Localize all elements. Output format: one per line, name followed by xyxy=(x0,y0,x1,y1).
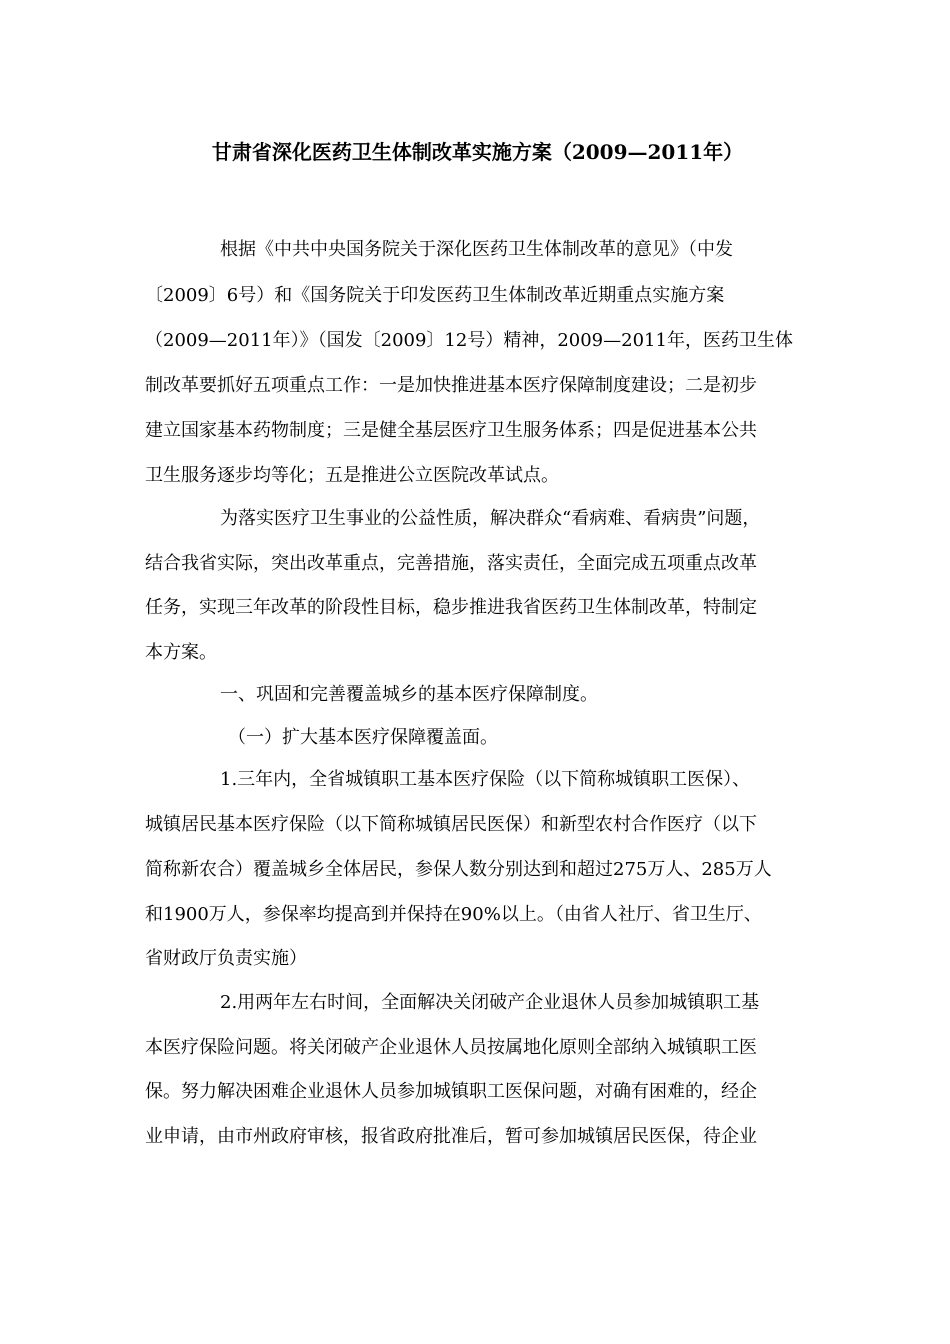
paragraph-2-line-3: 任务，实现三年改革的阶段性目标，稳步推进我省医药卫生体制改革，特制定 xyxy=(145,597,757,618)
item-2-line-3: 保。努力解决困难企业退休人员参加城镇职工医保问题，对确有困难的，经企 xyxy=(145,1081,757,1102)
item-2-line-1: 2.用两年左右时间，全面解决关闭破产企业退休人员参加城镇职工基 xyxy=(220,992,760,1013)
item-2-line-2: 本医疗保险问题。将关闭破产企业退休人员按属地化原则全部纳入城镇职工医 xyxy=(145,1037,757,1058)
item-1-line-5: 省财政厅负责实施） xyxy=(145,948,307,969)
item-1-line-4: 和1900万人，参保率均提高到并保持在90%以上。（由省人社厅、省卫生厅、 xyxy=(145,904,762,925)
item-1-line-2: 城镇居民基本医疗保险（以下简称城镇居民医保）和新型农村合作医疗（以下 xyxy=(145,814,757,835)
item-1-line-1: 1.三年内，全省城镇职工基本医疗保险（以下简称城镇职工医保）、 xyxy=(220,769,751,790)
section-heading-1: 一、巩固和完善覆盖城乡的基本医疗保障制度。 xyxy=(220,684,598,705)
paragraph-1-line-1: 根据《中共中央国务院关于深化医药卫生体制改革的意见》（中发 xyxy=(220,239,733,260)
item-2-line-4: 业申请，由市州政府审核，报省政府批准后，暂可参加城镇居民医保，待企业 xyxy=(145,1126,757,1147)
paragraph-2-line-1: 为落实医疗卫生事业的公益性质，解决群众“看病难、看病贵”问题， xyxy=(220,508,761,529)
paragraph-2-line-4: 本方案。 xyxy=(145,642,217,663)
paragraph-1-line-5: 建立国家基本药物制度；三是健全基层医疗卫生服务体系；四是促进基本公共 xyxy=(145,420,757,441)
subsection-heading-1: （一）扩大基本医疗保障覆盖面。 xyxy=(228,727,498,748)
paragraph-1-line-2: 〔2009〕6号）和《国务院关于印发医药卫生体制改革近期重点实施方案 xyxy=(145,285,725,306)
item-1-line-3: 简称新农合）覆盖城乡全体居民，参保人数分别达到和超过275万人、285万人 xyxy=(145,859,772,880)
paragraph-2-line-2: 结合我省实际，突出改革重点，完善措施，落实责任，全面完成五项重点改革 xyxy=(145,553,757,574)
document-title: 甘肃省深化医药卫生体制改革实施方案（2009—2011年） xyxy=(211,140,744,164)
paragraph-1-line-3: （2009—2011年）》（国发〔2009〕12号）精神，2009—2011年，医药卫生体 xyxy=(145,330,793,351)
paragraph-1-line-4: 制改革要抓好五项重点工作：一是加快推进基本医疗保障制度建设；二是初步 xyxy=(145,375,757,396)
paragraph-1-line-6: 卫生服务逐步均等化；五是推进公立医院改革试点。 xyxy=(145,465,559,486)
